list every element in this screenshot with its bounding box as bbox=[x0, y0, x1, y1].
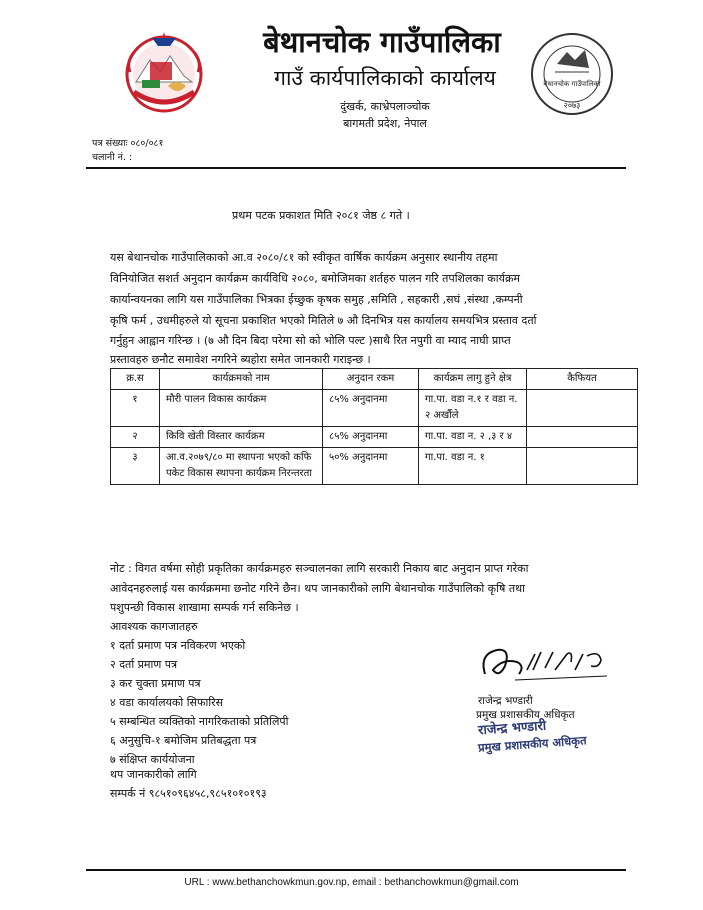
cell-program: किवि खेती विस्तार कार्यक्रम bbox=[160, 427, 323, 448]
column-header-remarks: कैफियत bbox=[527, 369, 638, 390]
cell-program: आ.व.२०७९/८० मा स्थापना भएको कफि पकेट विकास स्थापना कार्यक्रम निरन्तरता bbox=[160, 448, 323, 485]
cell-area: गा.पा. वडा न. २ ,३ र ४ bbox=[419, 427, 527, 448]
cell-area: गा.पा. वडा न.१ र वडा न. २ अर्खौले bbox=[419, 390, 527, 427]
paragraph-line: विनियोजित सशर्त अनुदान कार्यक्रम कार्यविधि २०८०, बमोजिमका शर्तहरु पालन गरि तपशिलका कार्यक्रम bbox=[110, 272, 520, 285]
note-line: पशुपन्छी विकास शाखामा सम्पर्क गर्न सकिनेछ । bbox=[110, 601, 299, 614]
cell-remark bbox=[527, 427, 638, 448]
cell-area: गा.पा. वडा न. १ bbox=[419, 448, 527, 485]
signer-title: प्रमुख प्रशासकीय अधिकृत bbox=[476, 709, 575, 721]
cell-grant: ५०% अनुदानमा bbox=[323, 448, 419, 485]
document-item: ६ अनुसुचि-१ बमोजिम प्रतिबद्धता पत्र bbox=[110, 734, 257, 747]
cell-program: मौरी पालन विकास कार्यक्रम bbox=[160, 390, 323, 427]
paragraph-line: प्रस्तावहरु छनौट समावेश नगरिने ब्यहोरा समेत जानकारी गराइन्छ । bbox=[110, 353, 371, 366]
note-line: नोट : विगत वर्षमा सोही प्रकृतिका कार्यक्रमहरु सञ्चालनका लागि सरकारी निकाय बाट अनुदान प्राप्त गरेका bbox=[110, 562, 529, 575]
document-item: ५ सम्बन्धित व्यक्तिको नागरिकताको प्रतिलिपी bbox=[110, 715, 289, 728]
table-row bbox=[111, 448, 638, 485]
column-header-area: कार्यक्रम लागु हुने क्षेत्र bbox=[419, 369, 527, 390]
table-row bbox=[111, 427, 638, 448]
paragraph-line: कार्यान्वयनका लागि यस गाउँपालिका भित्रका ईच्छुक कृषक समुह ,समिति , सहकारी ,सघं ,संस्था ,कम्पनी bbox=[110, 293, 523, 306]
paragraph-line: कृषि फर्म , उधमीहरुले यो सूचना प्रकाशित भएको मितिले ७ औ दिनभित्र यस कार्यालय समयभित्र प्रस्ताव दर्ता bbox=[110, 314, 537, 327]
nepal-emblem-icon bbox=[120, 26, 208, 116]
org-subtitle: गाउँ कार्यपालिकाको कार्यालय bbox=[274, 66, 496, 90]
cell-sn: ३ bbox=[111, 448, 160, 485]
cell-sn: १ bbox=[111, 390, 160, 427]
document-item: ४ वडा कार्यालयको सिफारिस bbox=[110, 696, 224, 709]
cell-remark bbox=[527, 390, 638, 427]
letter-number: पत्र संख्याः ०८०/०८१ bbox=[92, 138, 164, 149]
documents-heading: आवश्यक कागजातहरु bbox=[110, 620, 198, 633]
publication-date-line: प्रथम पटक प्रकाशत मिति २०८१ जेष्ठ ८ गते । bbox=[232, 209, 410, 222]
footer-divider bbox=[86, 869, 626, 871]
signer-name: राजेन्द्र भण्डारी bbox=[478, 695, 533, 707]
stamp-title: प्रमुख प्रशासकीय अधिकृत bbox=[477, 733, 587, 755]
document-item: १ दर्ता प्रमाण पत्र नविकरण भएको bbox=[110, 639, 246, 652]
handwritten-signature-icon bbox=[475, 640, 615, 686]
org-name: बेथानचोक गाउँपालिका bbox=[263, 25, 501, 59]
dispatch-number: चलानी नं. : bbox=[92, 152, 133, 163]
cell-grant: ८५% अनुदानमा bbox=[323, 427, 419, 448]
address-line-2: बागमती प्रदेश, नेपाल bbox=[343, 117, 427, 130]
address-line-1: दुंखर्क, काभ्रेपलाञ्चोक bbox=[340, 100, 430, 113]
seal-text: बेथानचोक गाउँपालिका bbox=[543, 80, 601, 88]
more-info-line: थप जानकारीको लागि bbox=[110, 768, 197, 781]
footer-contact: URL : www.bethanchowkmun.gov.np, email : bethanchowkmun@gmail.com bbox=[184, 877, 519, 888]
contact-line: सम्पर्क नं ९८५१०९६४५८,९८५१०१०१९३ bbox=[110, 787, 267, 800]
cell-sn: २ bbox=[111, 427, 160, 448]
column-header-program: कार्यक्रमको नाम bbox=[160, 369, 323, 390]
note-line: आवेदनहरुलाई यस कार्यक्रममा छनोट गरिने छैन। थप जानकारीको लागि बेथानचोक गाउँपालिको कृषि तथा bbox=[110, 582, 525, 595]
cell-grant: ८५% अनुदानमा bbox=[323, 390, 419, 427]
header-divider bbox=[86, 167, 626, 169]
document-item: ७ संक्षिप्त कार्ययोजना bbox=[110, 753, 195, 766]
column-header-grant: अनुदान रकम bbox=[323, 369, 419, 390]
cell-remark bbox=[527, 448, 638, 485]
seal-year: २०७३ bbox=[563, 101, 581, 110]
document-item: ३ कर चुक्ता प्रमाण पत्र bbox=[110, 677, 201, 690]
column-header-sn: क्र.स bbox=[111, 369, 160, 390]
table-row bbox=[111, 390, 638, 427]
document-item: २ दर्ता प्रमाण पत्र bbox=[110, 658, 178, 671]
stamp-name: राजेन्द्र भण्डारी bbox=[477, 718, 547, 739]
municipality-seal-icon bbox=[527, 28, 617, 120]
paragraph-line: गर्नुहुन आह्वान गरिन्छ । (७ औ दिन बिदा परेमा सो को भोलि पल्ट )साथै रित नपुगी वा म्याद नाघी प्राप्त bbox=[110, 334, 511, 347]
program-table bbox=[110, 368, 638, 485]
table-header-row bbox=[111, 369, 638, 390]
paragraph-line: यस बेथानचोक गाउँपालिकाको आ.व २०८०/८१ को स्वीकृत वार्षिक कार्यक्रम अनुसार स्थानीय तहमा bbox=[110, 251, 498, 264]
